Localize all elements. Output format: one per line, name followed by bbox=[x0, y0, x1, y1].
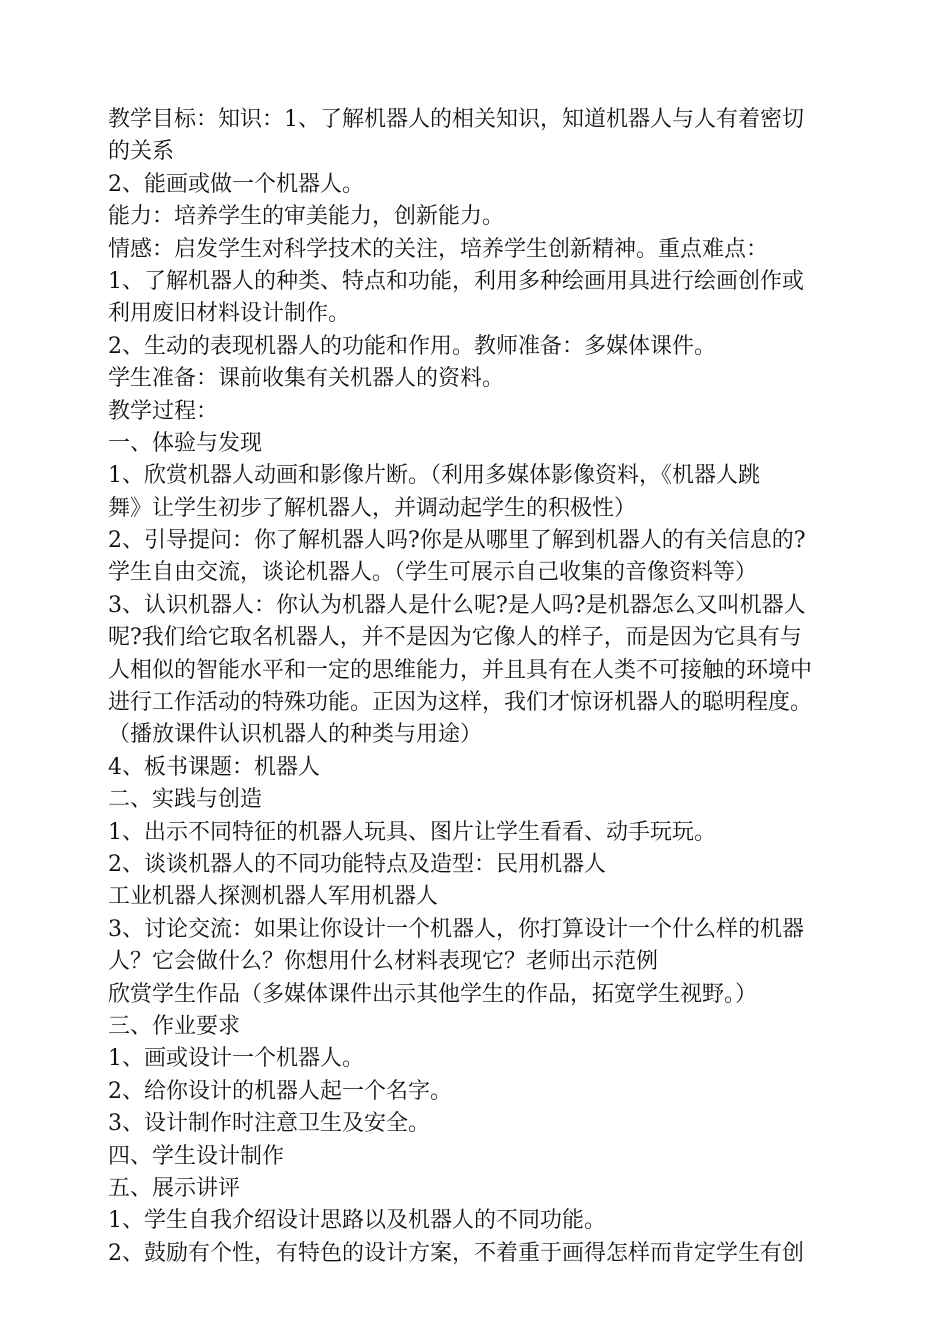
text-line: 进行工作活动的特殊功能。正因为这样，我们才惊讶机器人的聪明程度。 bbox=[108, 690, 813, 716]
text-line: 1、了解机器人的种类、特点和功能，利用多种绘画用具进行绘画创作或 bbox=[108, 268, 804, 294]
text-line: 2、能画或做一个机器人。 bbox=[108, 171, 364, 197]
text-line: 的关系 bbox=[108, 139, 175, 165]
text-line: 3、认识机器人：你认为机器人是什么呢?是人吗?是机器怎么又叫机器人 bbox=[108, 592, 806, 618]
text-line: 学生准备：课前收集有关机器人的资料。 bbox=[108, 366, 505, 392]
text-line: 3、讨论交流：如果让你设计一个机器人，你打算设计一个什么样的机器 bbox=[108, 916, 804, 942]
text-line: 人相似的智能水平和一定的思维能力，并且具有在人类不可接触的环境中 bbox=[108, 657, 813, 683]
text-line: 三、作业要求 bbox=[108, 1013, 241, 1039]
text-line: 2、鼓励有个性，有特色的设计方案，不着重于画得怎样而肯定学生有创 bbox=[108, 1240, 804, 1266]
text-line: 学生自由交流，谈论机器人。（学生可展示自己收集的音像资料等） bbox=[108, 560, 758, 586]
text-line: 情感：启发学生对科学技术的关注，培养学生创新精神。重点难点： bbox=[108, 236, 769, 262]
text-line: 呢?我们给它取名机器人，并不是因为它像人的样子，而是因为它具有与 bbox=[108, 625, 802, 651]
text-line: 能力：培养学生的审美能力，创新能力。 bbox=[108, 204, 505, 230]
text-line: 欣赏学生作品（多媒体课件出示其他学生的作品，拓宽学生视野。） bbox=[108, 981, 758, 1007]
text-line: 2、引导提问：你了解机器人吗?你是从哪里了解到机器人的有关信息的? bbox=[108, 528, 806, 554]
text-line: 四、学生设计制作 bbox=[108, 1143, 285, 1169]
text-line: 2、生动的表现机器人的功能和作用。教师准备：多媒体课件。 bbox=[108, 333, 716, 359]
text-line: 人？它会做什么？你想用什么材料表现它？老师出示范例 bbox=[108, 949, 659, 975]
text-line: 利用废旧材料设计制作。 bbox=[108, 301, 351, 327]
text-line: 舞》让学生初步了解机器人，并调动起学生的积极性） bbox=[108, 495, 637, 521]
text-line: 4、板书课题：机器人 bbox=[108, 754, 320, 780]
text-line: 五、展示讲评 bbox=[108, 1175, 241, 1201]
text-line: 1、欣赏机器人动画和影像片断。（利用多媒体影像资料，《机器人跳 bbox=[108, 463, 760, 489]
text-line: 2、给你设计的机器人起一个名字。 bbox=[108, 1078, 452, 1104]
text-line: 教学过程： bbox=[108, 398, 219, 424]
text-line: 教学目标：知识：1、了解机器人的相关知识，知道机器人与人有着密切 bbox=[108, 107, 804, 132]
text-line: 1、画或设计一个机器人。 bbox=[108, 1046, 364, 1072]
text-line: 1、出示不同特征的机器人玩具、图片让学生看看、动手玩玩。 bbox=[108, 819, 716, 845]
text-line: 二、实践与创造 bbox=[108, 787, 263, 813]
lesson-plan-text bbox=[108, 104, 868, 1270]
text-line: 工业机器人探测机器人军用机器人 bbox=[108, 884, 439, 910]
text-line: 3、设计制作时注意卫生及安全。 bbox=[108, 1111, 430, 1137]
text-line: 一、体验与发现 bbox=[108, 430, 263, 456]
text-line: 1、学生自我介绍设计思路以及机器人的不同功能。 bbox=[108, 1208, 606, 1234]
text-line: （播放课件认识机器人的种类与用途） bbox=[108, 722, 483, 748]
text-line: 2、谈谈机器人的不同功能特点及造型：民用机器人 bbox=[108, 851, 606, 877]
